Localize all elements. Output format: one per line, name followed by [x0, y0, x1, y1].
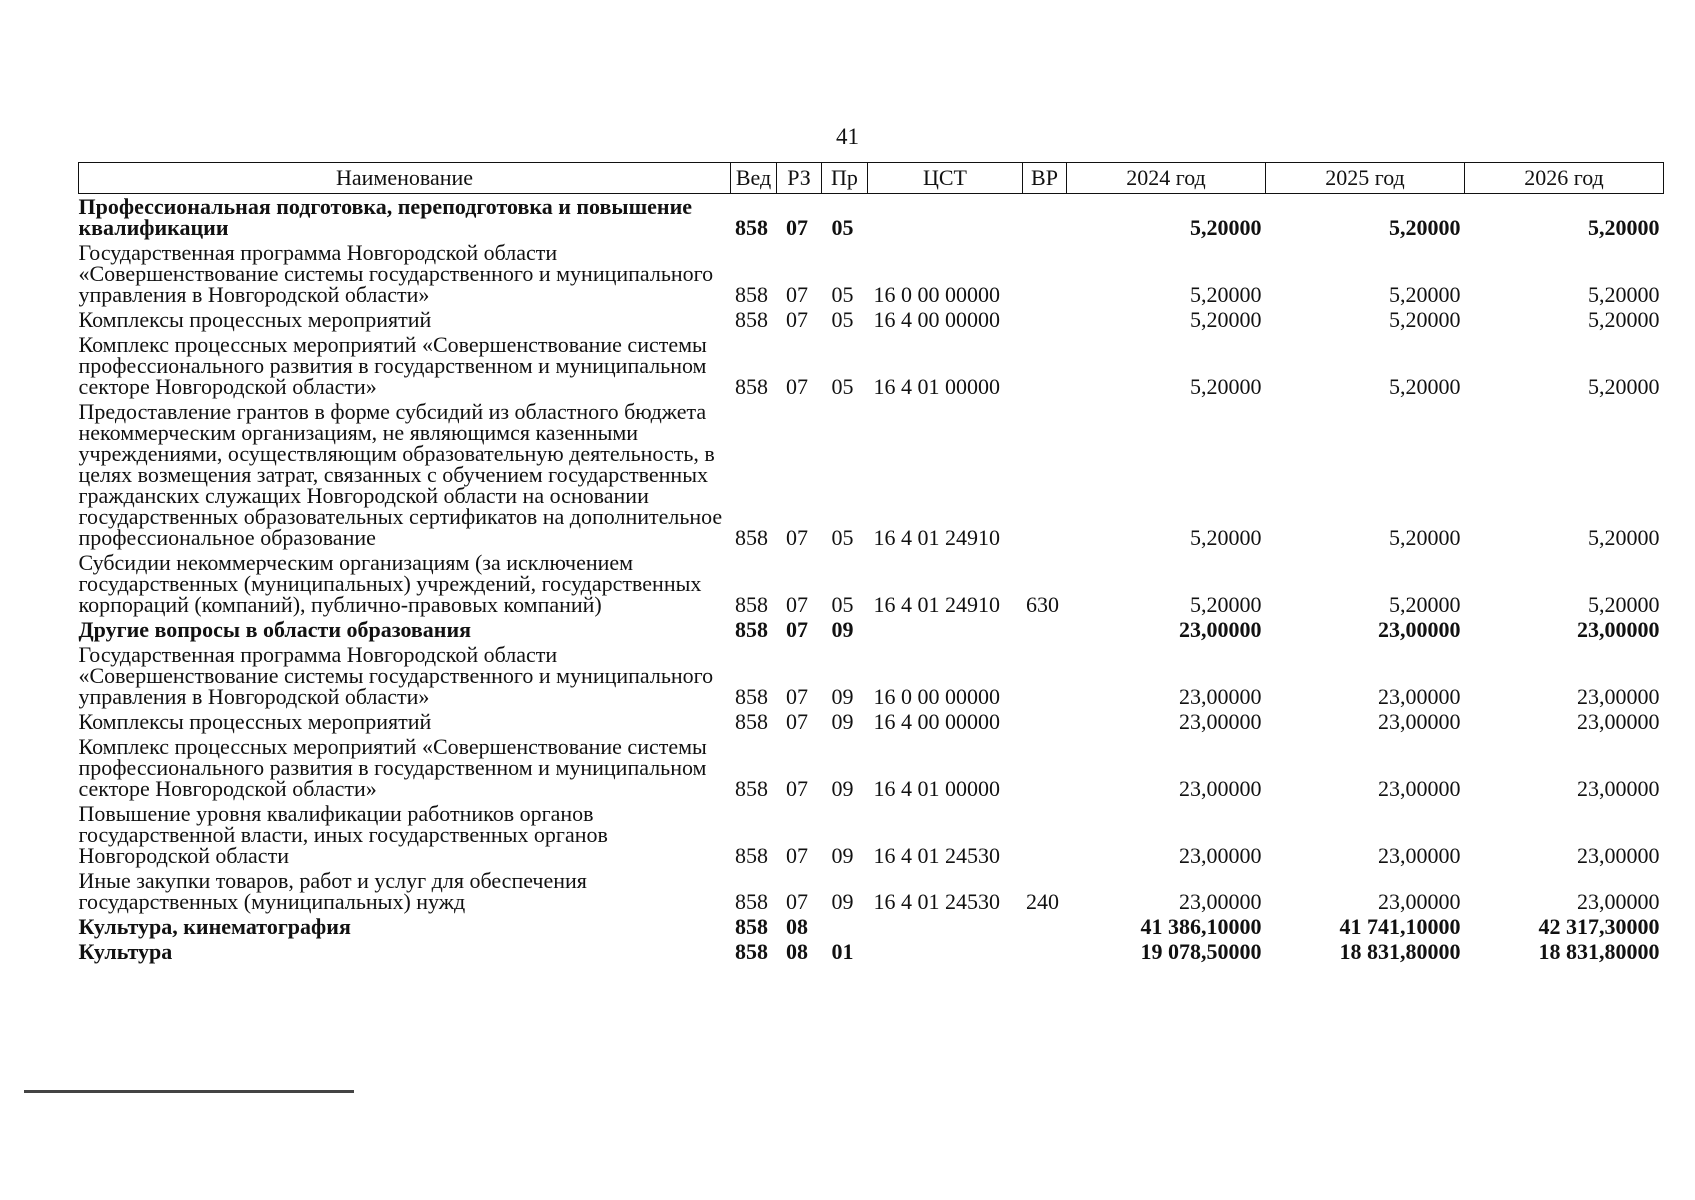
row-pr: 05 [831, 215, 854, 240]
row-pr: 05 [831, 374, 854, 399]
row-2025: 23,00000 [1378, 843, 1461, 868]
row-2024: 5,20000 [1190, 215, 1262, 240]
page-number: 41 [836, 124, 859, 149]
header-pr: Пр [822, 163, 868, 194]
table-row [79, 617, 1664, 642]
row-vr [1023, 617, 1067, 642]
row-rz: 07 [786, 889, 808, 914]
row-2024: 23,00000 [1179, 709, 1262, 734]
row-rz: 08 [786, 939, 808, 964]
row-cst: 16 4 00 00000 [873, 307, 1000, 332]
row-name: Профессиональная подготовка, переподготовка и повышение квалификации [78, 194, 693, 240]
row-2026: 5,20000 [1588, 307, 1660, 332]
row-vr [1023, 801, 1067, 868]
row-2026: 5,20000 [1588, 374, 1660, 399]
row-2026: 23,00000 [1577, 776, 1660, 801]
header-vr: ВР [1023, 163, 1067, 194]
row-2025: 5,20000 [1389, 592, 1461, 617]
row-2026: 23,00000 [1577, 709, 1660, 734]
row-ved: 858 [735, 889, 768, 914]
header-2025: 2025 год [1266, 163, 1465, 194]
row-rz: 07 [786, 684, 808, 709]
row-vr: 630 [1026, 592, 1059, 617]
row-name: Субсидии некоммерческим организациям (за исключением государственных (муниципальных) учреждений, государственных корпораций (компаний), публично-правовых компаний) [78, 550, 702, 617]
row-2025: 23,00000 [1378, 709, 1461, 734]
row-ved: 858 [735, 617, 768, 642]
row-ved: 858 [735, 939, 768, 964]
row-pr: 05 [831, 307, 854, 332]
row-pr [822, 914, 868, 939]
table-row [79, 868, 1664, 914]
row-ved: 858 [735, 776, 768, 801]
header-cst: ЦСТ [868, 163, 1023, 194]
row-name: Другие вопросы в области образования [78, 617, 472, 642]
row-pr: 09 [831, 889, 854, 914]
header-2024: 2024 год [1067, 163, 1266, 194]
row-ved: 858 [735, 307, 768, 332]
row-cst: 16 0 00 00000 [873, 282, 1000, 307]
row-2025: 41 741,10000 [1339, 914, 1461, 939]
row-2026: 18 831,80000 [1538, 939, 1660, 964]
row-cst: 16 4 01 00000 [873, 776, 1000, 801]
header-ved: Вед [731, 163, 777, 194]
row-2025: 5,20000 [1389, 374, 1461, 399]
row-vr [1023, 399, 1067, 550]
row-pr: 09 [831, 617, 854, 642]
row-2026: 5,20000 [1588, 282, 1660, 307]
table-row [79, 194, 1664, 241]
row-name: Иные закупки товаров, работ и услуг для обеспечения государственных (муниципальных) нужд [78, 868, 587, 914]
row-2024: 23,00000 [1179, 843, 1262, 868]
row-2026: 23,00000 [1577, 843, 1660, 868]
row-2025: 23,00000 [1378, 889, 1461, 914]
row-2026: 23,00000 [1577, 889, 1660, 914]
row-ved: 858 [735, 282, 768, 307]
bottom-divider [24, 1090, 354, 1093]
row-2024: 5,20000 [1190, 592, 1262, 617]
row-ved: 858 [735, 215, 768, 240]
row-rz: 07 [786, 617, 808, 642]
row-name: Комплекс процессных мероприятий «Совершенствование системы профессионального развития в государственном и муниципальном секторе Новгородской области» [78, 734, 707, 801]
row-vr [1023, 939, 1067, 964]
table-row [79, 709, 1664, 734]
row-2024: 23,00000 [1179, 776, 1262, 801]
table-row [79, 914, 1664, 939]
row-ved: 858 [735, 843, 768, 868]
row-rz: 07 [786, 282, 808, 307]
header-2026: 2026 год [1465, 163, 1664, 194]
table-row [79, 801, 1664, 868]
row-2025: 5,20000 [1389, 307, 1461, 332]
table-row [79, 939, 1664, 964]
row-vr [1023, 709, 1067, 734]
row-rz: 08 [786, 914, 808, 939]
row-2024: 23,00000 [1179, 889, 1262, 914]
row-cst: 16 4 01 24530 [873, 889, 1000, 914]
row-2025: 23,00000 [1378, 617, 1461, 642]
row-cst [868, 617, 1023, 642]
row-cst: 16 0 00 00000 [873, 684, 1000, 709]
row-name: Государственная программа Новгородской области «Совершенствование системы государственного и муниципального управления в Новгородской области» [78, 240, 714, 307]
row-2025: 23,00000 [1378, 684, 1461, 709]
table-row [79, 734, 1664, 801]
row-cst: 16 4 01 24910 [873, 525, 1000, 550]
row-2026: 5,20000 [1588, 525, 1660, 550]
row-2024: 5,20000 [1190, 374, 1262, 399]
row-2024: 19 078,50000 [1140, 939, 1262, 964]
row-rz: 07 [786, 592, 808, 617]
row-vr [1023, 332, 1067, 399]
row-rz: 07 [786, 374, 808, 399]
row-vr: 240 [1026, 889, 1059, 914]
row-pr: 01 [831, 939, 854, 964]
row-name: Повышение уровня квалификации работников органов государственной власти, иных государственных органов Новгородской области [78, 801, 608, 868]
header-name: Наименование [79, 163, 731, 194]
row-name: Культура [78, 939, 173, 964]
row-ved: 858 [735, 684, 768, 709]
row-ved: 858 [735, 709, 768, 734]
row-ved: 858 [735, 374, 768, 399]
row-2025: 5,20000 [1389, 282, 1461, 307]
row-cst: 16 4 00 00000 [873, 709, 1000, 734]
row-cst: 16 4 01 00000 [873, 374, 1000, 399]
row-pr: 05 [831, 282, 854, 307]
row-2026: 23,00000 [1577, 684, 1660, 709]
row-rz: 07 [786, 776, 808, 801]
row-rz: 07 [786, 709, 808, 734]
row-pr: 05 [831, 592, 854, 617]
row-vr [1023, 240, 1067, 307]
row-2024: 5,20000 [1190, 307, 1262, 332]
row-2026: 5,20000 [1588, 592, 1660, 617]
row-2025: 5,20000 [1389, 215, 1461, 240]
row-vr [1023, 194, 1067, 241]
row-vr [1023, 307, 1067, 332]
row-cst [868, 939, 1023, 964]
row-pr: 09 [831, 684, 854, 709]
row-2026: 42 317,30000 [1538, 914, 1660, 939]
row-ved: 858 [735, 592, 768, 617]
row-pr: 09 [831, 776, 854, 801]
row-rz: 07 [786, 843, 808, 868]
row-cst [868, 914, 1023, 939]
row-cst: 16 4 01 24910 [873, 592, 1000, 617]
row-2024: 41 386,10000 [1140, 914, 1262, 939]
row-vr [1023, 734, 1067, 801]
row-name: Культура, кинематография [78, 914, 351, 939]
row-rz: 07 [786, 307, 808, 332]
row-rz: 07 [786, 215, 808, 240]
table-row [79, 307, 1664, 332]
row-vr [1023, 642, 1067, 709]
row-2024: 23,00000 [1179, 617, 1262, 642]
budget-table-container [78, 162, 1664, 964]
row-pr: 05 [831, 525, 854, 550]
row-2024: 5,20000 [1190, 282, 1262, 307]
row-name: Комплексы процессных мероприятий [78, 307, 432, 332]
row-2026: 23,00000 [1577, 617, 1660, 642]
table-row [79, 550, 1664, 617]
table-row [79, 332, 1664, 399]
row-ved: 858 [735, 914, 768, 939]
row-2024: 5,20000 [1190, 525, 1262, 550]
row-ved: 858 [735, 525, 768, 550]
header-rz: РЗ [777, 163, 822, 194]
row-rz: 07 [786, 525, 808, 550]
row-2025: 5,20000 [1389, 525, 1461, 550]
row-2026: 5,20000 [1588, 215, 1660, 240]
row-2025: 23,00000 [1378, 776, 1461, 801]
table-row [79, 240, 1664, 307]
row-name: Комплекс процессных мероприятий «Совершенствование системы профессионального развития в государственном и муниципальном секторе Новгородской области» [78, 332, 707, 399]
row-2024: 23,00000 [1179, 684, 1262, 709]
budget-table [78, 162, 1664, 964]
row-pr: 09 [831, 709, 854, 734]
row-cst: 16 4 01 24530 [873, 843, 1000, 868]
row-name: Комплексы процессных мероприятий [78, 709, 432, 734]
row-cst [868, 194, 1023, 241]
table-header-row [79, 163, 1664, 194]
row-vr [1023, 914, 1067, 939]
table-row [79, 642, 1664, 709]
table-row [79, 399, 1664, 550]
row-name: Предоставление грантов в форме субсидий из областного бюджета некоммерческим организациям, не являющимся казенными учреждениями, осуществляющим образовательную деятельность, в целях возмещения затрат, связанных с обучением государственных гражданских служащих Новгородской области на основании государственных образовательных сертификатов на дополнительное профессиональное образование [78, 399, 723, 550]
row-name: Государственная программа Новгородской области «Совершенствование системы государственного и муниципального управления в Новгородской области» [78, 642, 714, 709]
row-2025: 18 831,80000 [1339, 939, 1461, 964]
row-pr: 09 [831, 843, 854, 868]
